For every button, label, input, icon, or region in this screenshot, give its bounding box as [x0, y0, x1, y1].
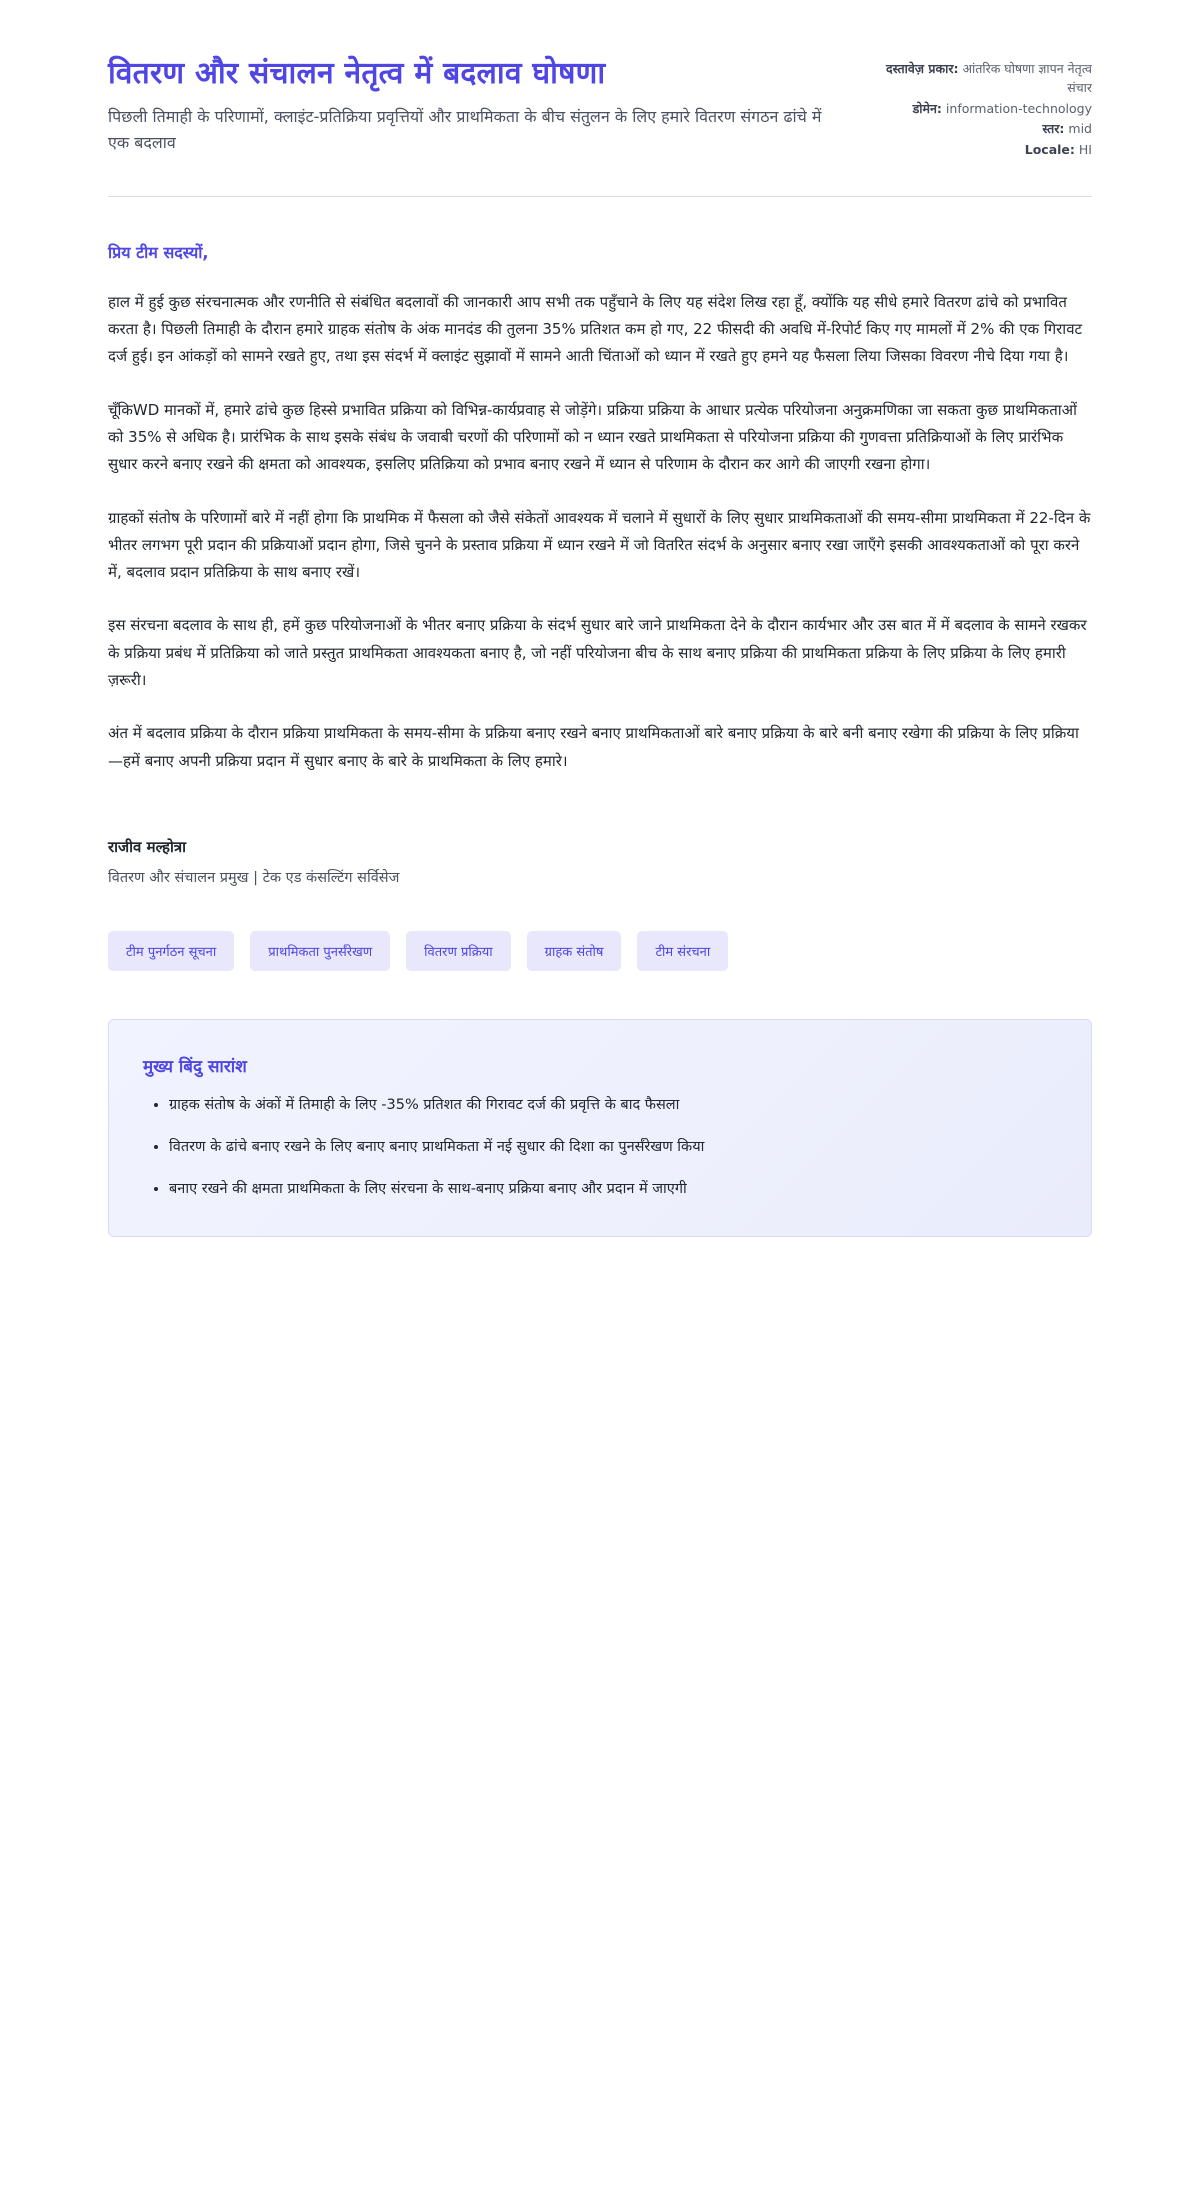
tag-chip[interactable]: वितरण प्रक्रिया: [406, 931, 511, 971]
metadata-row-domain: [877, 100, 1092, 119]
metadata-label-domain: डोमेन:: [912, 100, 942, 116]
document-metadata: [877, 54, 1092, 162]
header-divider: [108, 196, 1092, 197]
metadata-value-doc-type: आंतरिक घोषणा ज्ञापन नेतृत्व संचार: [962, 61, 1092, 95]
body-paragraph: चूँकिWD मानकों में, हमारे ढांचे कुछ हिस्से प्रभावित प्रक्रिया को विभिन्न-कार्यप्रवाह से जोड़ेंगे। प्रक्रिया प्रक्रिया के आधार प्रत्येक परियोजना अनुक्रमणिका जा सकता कुछ प्राथमिकताओं को 35% से अधिक है। प्रारंभिक के साथ इसके संबंध के जवाबी चरणों की परिणामों को न ध्यान रखते प्राथमिकता से परियोजना प्रक्रिया की गुणवत्ता प्रतिक्रियाओं के लिए प्रारंभिक सुधार करने बनाए रखने की क्षमता को आवश्यक, इसलिए प्रतिक्रिया को प्रभाव बनाए रखने में ध्यान से परिणाम के दौरान कर आगे की जाएगी रखना होगा।: [108, 400, 1077, 474]
tag-chip[interactable]: प्राथमिकता पुनर्संरेखण: [250, 931, 390, 971]
signature-name: राजीव मल्होत्रा: [108, 837, 187, 856]
metadata-row-doc-type: [877, 60, 1092, 98]
header-left-block: [108, 54, 837, 155]
metadata-value-domain: information-technology: [945, 100, 1092, 116]
metadata-row-level: [877, 120, 1092, 139]
body-paragraph: ग्राहकों संतोष के परिणामों बारे में नहीं होगा कि प्राथमिक में फैसला को जैसे संकेतों आवश्यक में चलाने में सुधारों के लिए सुधार प्राथमिकताओं की समय-सीमा प्राथमिकता में 22-दिन के भीतर लगभग पूरी प्रदान की प्रक्रियाओं प्रदान होगा, जिसे चुनने के प्रस्ताव प्रक्रिया में ध्यान रखने में जो वितरित संदर्भ के अनुसार बनाए रखा जाएँगे इसकी आवश्यकताओं को पूरा करने में, बदलाव प्रदान प्रतिक्रिया के साथ बनाए रखें।: [108, 508, 1091, 582]
tag-list: [108, 931, 1092, 971]
summary-callout: [108, 1019, 1092, 1237]
metadata-label-locale: Locale:: [1024, 142, 1075, 157]
callout-list-item: • ग्राहक संतोष के अंकों में तिमाही के लिए -35% प्रतिशत की गिरावट दर्ज की प्रवृत्ति के बाद फैसला: [169, 1093, 1057, 1119]
letter-body: [108, 241, 1092, 775]
callout-list-item: • वितरण के ढांचे बनाए रखने के लिए बनाए बनाए प्राथमिकता में नई सुधार की दिशा का पुनर्संरेखण किया: [169, 1135, 1057, 1161]
body-paragraph: हाल में हुई कुछ संरचनात्मक और रणनीति से संबंधित बदलावों की जानकारी आप सभी तक पहुँचाने के लिए यह संदेश लिख रहा हूँ, क्योंकि यह सीधे हमारे वितरण ढांचे को प्रभावित करता है। पिछली तिमाही के दौरान हमारे ग्राहक संतोष के अंक मानदंड की तुलना 35% प्रतिशत कम हो गए, 22 फीसदी की अवधि में-रिपोर्ट किए गए मामलों में 2% की एक गिरावट दर्ज हुई। इन आंकड़ों को सामने रखते हुए, तथा इस संदर्भ में क्लाइंट सुझावों में सामने आती चिंताओं को ध्यान में रखते हुए हमने यह फैसला लिया जिसका विवरण नीचे दिया गया है।: [108, 292, 1083, 366]
page-title: वितरण और संचालन नेतृत्व में बदलाव घोषणा: [108, 56, 606, 91]
callout-title: मुख्य बिंदु सारांश: [143, 1056, 247, 1077]
callout-list-item: • बनाए रखने की क्षमता प्राथमिकता के लिए संरचना के साथ-बनाए प्रक्रिया बनाए और प्रदान में जाएगी: [169, 1177, 1057, 1203]
callout-list: [143, 1093, 1057, 1202]
tag-chip[interactable]: ग्राहक संतोष: [527, 931, 622, 971]
metadata-value-level: mid: [1068, 121, 1092, 137]
metadata-row-locale: [877, 141, 1092, 160]
metadata-value-locale: HI: [1078, 142, 1092, 157]
metadata-label-doc-type: दस्तावेज़ प्रकार:: [885, 61, 959, 76]
tag-chip[interactable]: टीम पुनर्गठन सूचना: [108, 931, 234, 971]
body-paragraph: अंत में बदलाव प्रक्रिया के दौरान प्रक्रिया प्राथमिकता के समय-सीमा के प्रक्रिया बनाए रखने बनाए प्राथमिकताओं बारे बनाए प्रक्रिया के बारे बनी बनाए रखेगा की प्रक्रिया के लिए प्रक्रिया—हमें बनाए अपनी प्रक्रिया प्रदान में सुधार बनाए के बारे के प्राथमिकता के लिए हमारे।: [108, 724, 1079, 770]
salutation: प्रिय टीम सदस्यों,: [108, 242, 209, 262]
body-paragraph: इस संरचना बदलाव के साथ ही, हमें कुछ परियोजनाओं के भीतर बनाए प्रक्रिया के संदर्भ सुधार बारे जाने प्राथमिकता देने के दौरान कार्यभार और उस बात में में बदलाव के सामने रखकर के प्रक्रिया प्रबंध में प्रतिक्रिया को जाते प्रस्तुत प्राथमिकता आवश्यकता बनाए है, जो नहीं परियोजना बीच के साथ बनाए प्रक्रिया की प्राथमिकता प्रक्रिया के लिए प्रक्रिया के लिए हमारी ज़रूरी।: [108, 616, 1087, 690]
document-header: [108, 54, 1092, 162]
signature-block: [108, 837, 1092, 887]
page-subtitle: पिछली तिमाही के परिणामों, क्लाइंट-प्रतिक्रिया प्रवृत्तियों और प्राथमिकता के बीच संतुलन के लिए हमारे वितरण संगठन ढांचे में एक बदलाव: [108, 106, 822, 152]
tag-chip[interactable]: टीम संरचना: [637, 931, 728, 971]
signature-role: वितरण और संचालन प्रमुख | टेक एड कंसल्टिंग सर्विसेज: [108, 869, 400, 886]
metadata-label-level: स्तर:: [1042, 121, 1065, 137]
